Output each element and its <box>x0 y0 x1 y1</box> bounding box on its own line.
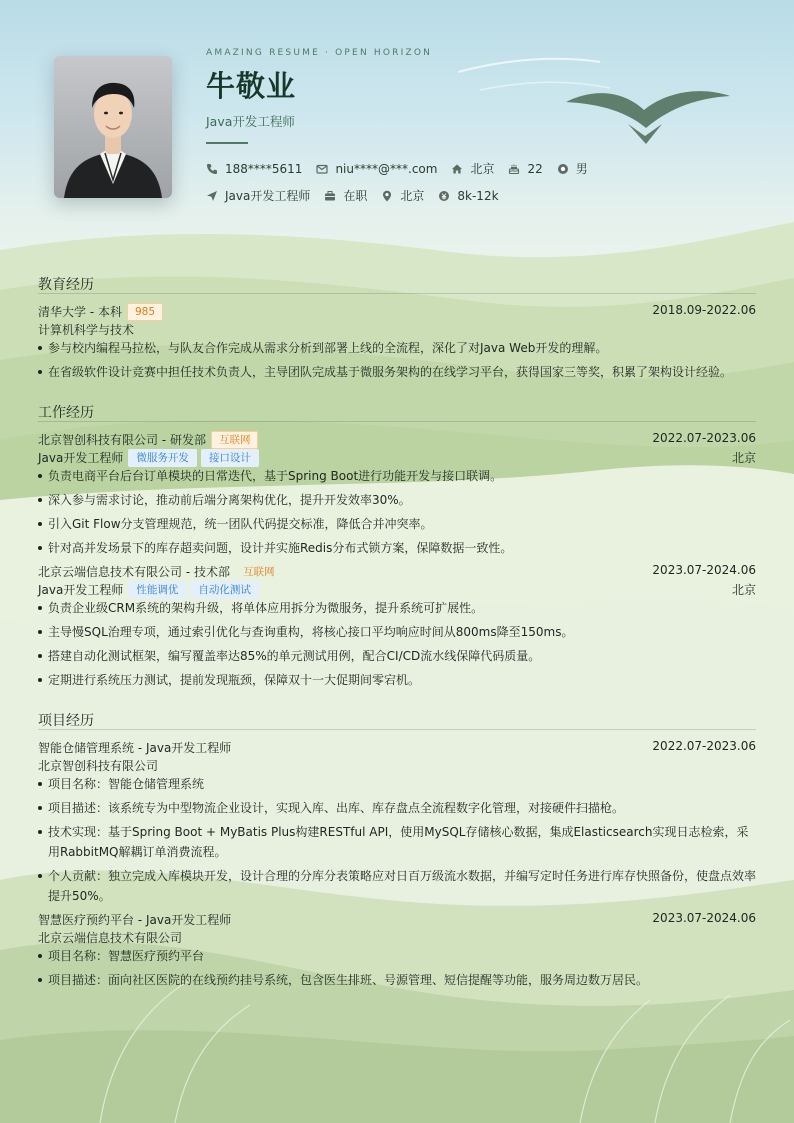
industry-tag: 互联网 <box>211 431 259 449</box>
job-bullet: 主导慢SQL治理专项，通过索引优化与查询重构，将核心接口平均响应时间从800ms降至150ms。 <box>38 622 756 642</box>
project-company: 北京云端信息技术有限公司 <box>38 931 183 945</box>
send-icon <box>206 190 218 202</box>
education-divider <box>38 293 756 294</box>
project-bullet: 项目名称：智能仓储管理系统 <box>38 774 756 794</box>
bullet-dot <box>38 830 42 834</box>
project-bullet: 技术实现：基于Spring Boot + MyBatis Plus构建RESTful API，使用MySQL存储核心数据，集成Elasticsearch实现日志检索，采用RabbitMQ解耦订单消费流程。 <box>38 822 756 862</box>
company-name: 北京云端信息技术有限公司 - 技术部 <box>38 565 230 579</box>
bullet-dot <box>38 370 42 374</box>
salary-icon <box>438 190 450 202</box>
avatar <box>54 56 172 198</box>
phone-text: 188****5611 <box>225 161 303 176</box>
bullet-dot <box>38 474 42 478</box>
job-role: Java开发工程师 <box>38 583 124 597</box>
education-section-title: 教育经历 <box>38 277 94 293</box>
skill-tag: 自动化测试 <box>190 581 259 599</box>
skill-tag: 接口设计 <box>201 449 259 467</box>
job-city: 北京 <box>731 451 756 465</box>
candidate-name: 牛敬业 <box>206 69 297 103</box>
education-bullet: 参与校内编程马拉松，与队友合作完成从需求分析到部署上线的全流程，深化了对Java Web开发的理解。 <box>38 338 756 358</box>
bullet-dot <box>38 346 42 350</box>
residence-text: 北京 <box>470 162 495 176</box>
job-bullet: 搭建自动化测试框架，编写覆盖率达85%的单元测试用例，配合CI/CD流水线保障代码质量。 <box>38 646 756 666</box>
job-header <box>38 431 756 449</box>
bullet-dot <box>38 954 42 958</box>
resume-eyebrow: AMAZING RESUME · OPEN HORIZON <box>206 48 433 58</box>
projects-divider <box>38 729 756 730</box>
project-bullet: 项目描述：面向社区医院的在线预约挂号系统，包含医生排班、号源管理、短信提醒等功能，服务周边数万居民。 <box>38 970 756 990</box>
job-bullet: 针对高并发场景下的库存超卖问题，设计并实施Redis分布式锁方案，保障数据一致性。 <box>38 538 756 558</box>
project-header <box>38 739 756 756</box>
location-pin-icon <box>381 190 393 202</box>
bullet-dot <box>38 654 42 658</box>
job-city: 北京 <box>731 583 756 597</box>
intent-city-item <box>381 187 424 204</box>
mail-icon <box>316 163 328 175</box>
phone-item <box>206 162 302 176</box>
school-tag: 985 <box>127 303 163 321</box>
major: 计算机科学与技术 <box>38 323 135 337</box>
company-name: 北京智创科技有限公司 - 研发部 <box>38 433 206 447</box>
project-bullet: 项目描述：该系统专为中型物流企业设计，实现入库、出库、库存盘点全流程数字化管理，对接硬件扫描枪。 <box>38 798 756 818</box>
contact-info-row <box>206 160 602 177</box>
intent-position-item <box>206 187 310 204</box>
school-name: 清华大学 - 本科 <box>38 305 122 319</box>
age-item <box>508 162 542 176</box>
bullet-dot <box>38 978 42 982</box>
job-role-row <box>38 581 756 599</box>
age-text: 22 <box>527 161 543 176</box>
portrait-photo <box>54 56 172 198</box>
bullet-dot <box>38 806 42 810</box>
project-header <box>38 911 756 928</box>
header-divider <box>206 142 248 144</box>
job-date: 2023.07-2024.06 <box>652 563 756 577</box>
bullet-dot <box>38 606 42 610</box>
skill-tag: 微服务开发 <box>128 449 197 467</box>
home-icon <box>451 163 463 175</box>
bullet-dot <box>38 630 42 634</box>
industry-tag: 互联网 <box>242 566 275 578</box>
education-header <box>38 303 756 321</box>
gender-icon <box>557 163 569 175</box>
job-bullet: 负责企业级CRM系统的架构升级，将单体应用拆分为微服务，提升系统可扩展性。 <box>38 598 756 618</box>
project-bullet: 项目名称：智慧医疗预约平台 <box>38 946 756 966</box>
phone-icon <box>206 163 218 175</box>
bullet-dot <box>38 874 42 878</box>
job-header <box>38 563 756 581</box>
briefcase-icon <box>324 190 336 202</box>
project-company: 北京智创科技有限公司 <box>38 759 159 773</box>
job-intent-row <box>206 187 513 204</box>
project-date: 2023.07-2024.06 <box>652 911 756 925</box>
project-name: 智慧医疗预约平台 - Java开发工程师 <box>38 913 232 927</box>
skill-tag: 性能调优 <box>128 581 186 599</box>
project-name: 智能仓储管理系统 - Java开发工程师 <box>38 741 232 755</box>
job-bullet: 定期进行系统压力测试，提前发现瓶颈，保障双十一大促期间零宕机。 <box>38 670 756 690</box>
education-bullet: 在省级软件设计竞赛中担任技术负责人，主导团队完成基于微服务架构的在线学习平台，获得国家三等奖，积累了架构设计经验。 <box>38 362 756 382</box>
candidate-title: Java开发工程师 <box>206 114 295 129</box>
bullet-dot <box>38 678 42 682</box>
bullet-dot <box>38 782 42 786</box>
projects-section-title: 项目经历 <box>38 713 94 729</box>
salary-item <box>438 189 498 203</box>
job-date: 2022.07-2023.06 <box>652 431 756 445</box>
bullet-dot <box>38 546 42 550</box>
job-bullet: 深入参与需求讨论，推动前后端分离架构优化，提升开发效率30%。 <box>38 490 756 510</box>
residence-item <box>451 160 494 177</box>
bullet-dot <box>38 522 42 526</box>
salary-text: 8k-12k <box>457 188 499 203</box>
job-bullet: 引入Git Flow分支管理规范，统一团队代码提交标准，降低合并冲突率。 <box>38 514 756 534</box>
job-role: Java开发工程师 <box>38 451 124 465</box>
intent-position-text: Java开发工程师 <box>225 189 311 203</box>
job-role-row <box>38 449 756 467</box>
education-date: 2018.09-2022.06 <box>652 303 756 317</box>
project-bullet: 个人贡献：独立完成入库模块开发，设计合理的分库分表策略应对日百万级流水数据，并编写定时任务进行库存快照备份，使盘点效率提升50%。 <box>38 866 756 906</box>
project-date: 2022.07-2023.06 <box>652 739 756 753</box>
cake-icon <box>508 163 520 175</box>
email-text: niu****@***.com <box>335 161 438 176</box>
intent-city-text: 北京 <box>400 189 425 203</box>
gender-text: 男 <box>575 162 588 176</box>
email-item <box>316 162 437 176</box>
employment-status-text: 在职 <box>343 189 368 203</box>
bullet-dot <box>38 498 42 502</box>
employment-status-item <box>324 187 367 204</box>
work-section-title: 工作经历 <box>38 405 94 421</box>
gender-item <box>557 160 588 177</box>
work-divider <box>38 421 756 422</box>
job-bullet: 负责电商平台后台订单模块的日常迭代，基于Spring Boot进行功能开发与接口联调。 <box>38 466 756 486</box>
